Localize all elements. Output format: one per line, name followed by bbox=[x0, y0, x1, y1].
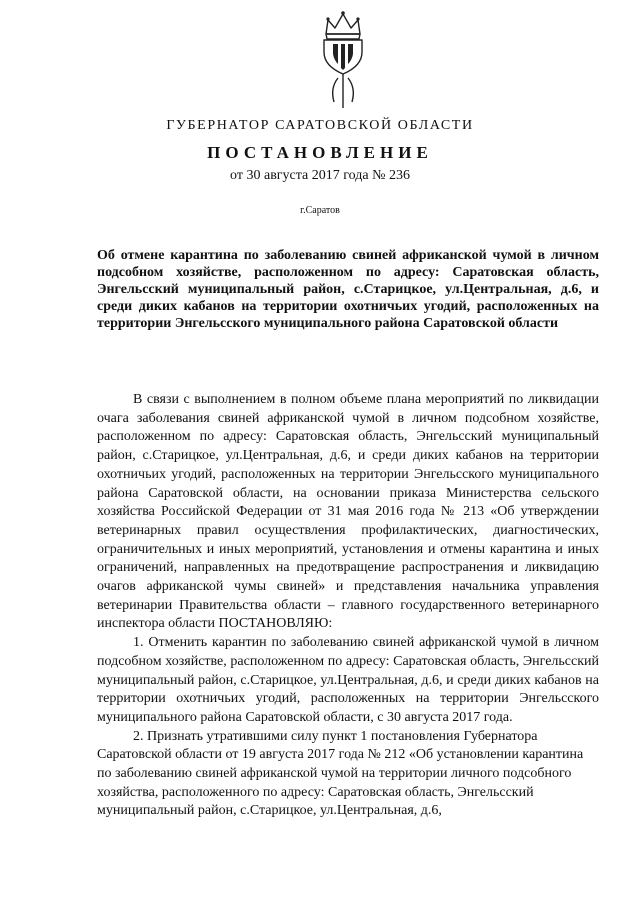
authority-heading: ГУБЕРНАТОР САРАТОВСКОЙ ОБЛАСТИ bbox=[166, 118, 474, 133]
document-date-number: от 30 августа 2017 года № 236 bbox=[230, 168, 410, 183]
item-1-paragraph: 1. Отменить карантин по заболеванию свиней африканской чумой в личном подсобном хозяйстве, расположенном по адресу: Саратовская область, Энгельсский муниципальный район, с.Старицкое, ул.Центральная, д.6, и среди диких кабанов на территории охотничьих угодий, расположенных на территории Энгельсского муниципального района Саратовской области, с 30 августа 2017 года. bbox=[97, 635, 599, 725]
document-body bbox=[97, 391, 599, 821]
crown-emblem-icon bbox=[318, 8, 368, 112]
item-2-paragraph: 2. Признать утратившими силу пункт 1 постановления Губернатора Саратовской области от 19 августа 2017 года № 212 «Об установлении карантина по заболеванию свиней африканской чумой на территории личного подсобного хозяйства, расположенного по адресу: Саратовская область, Энгельсский муниципальный район, с.Старицкое, ул.Центральная, д.6, bbox=[97, 728, 584, 819]
document-title: Об отмене карантина по заболеванию свиней африканской чумой в личном подсобном хозяйстве, расположенном по адресу: Саратовская область, Энгельсский муниципальный район, с.Старицкое, ул.Центральная, д.6, и среди диких кабанов на территории охотничьих угодий, расположенных на территории Энгельсского муниципального района Саратовской области bbox=[97, 248, 599, 331]
preamble-paragraph: В связи с выполнением в полном объеме плана мероприятий по ликвидации очага заболевания свиней африканской чумой в личном подсобном хозяйстве, расположенном по адресу: Саратовская область, Энгельсский муниципальный район, с.Старицкое, ул.Центральная, д.6, и среди диких кабанов на территории охотничьих угодий, расположенных на территории Энгельсского муниципального района Саратовской области, на основании приказа Министерства сельского хозяйства Российской Федерации от 31 мая 2016 года № 213 «Об утверждении ветеринарных правил осуществления профилактических, диагностических, ограничительных и иных мероприятий, установления и отмены карантина и иных ограничений, направленных на предотвращение распространения и ликвидацию очагов африканской чумы свиней» и представления начальника управления ветеринарии Правительства области – главного государственного ветеринарного инспектора области ПОСТАНОВЛЯЮ: bbox=[97, 392, 599, 632]
document-city: г.Саратов bbox=[300, 205, 340, 216]
document-type-heading: ПОСТАНОВЛЕНИЕ bbox=[207, 143, 433, 162]
